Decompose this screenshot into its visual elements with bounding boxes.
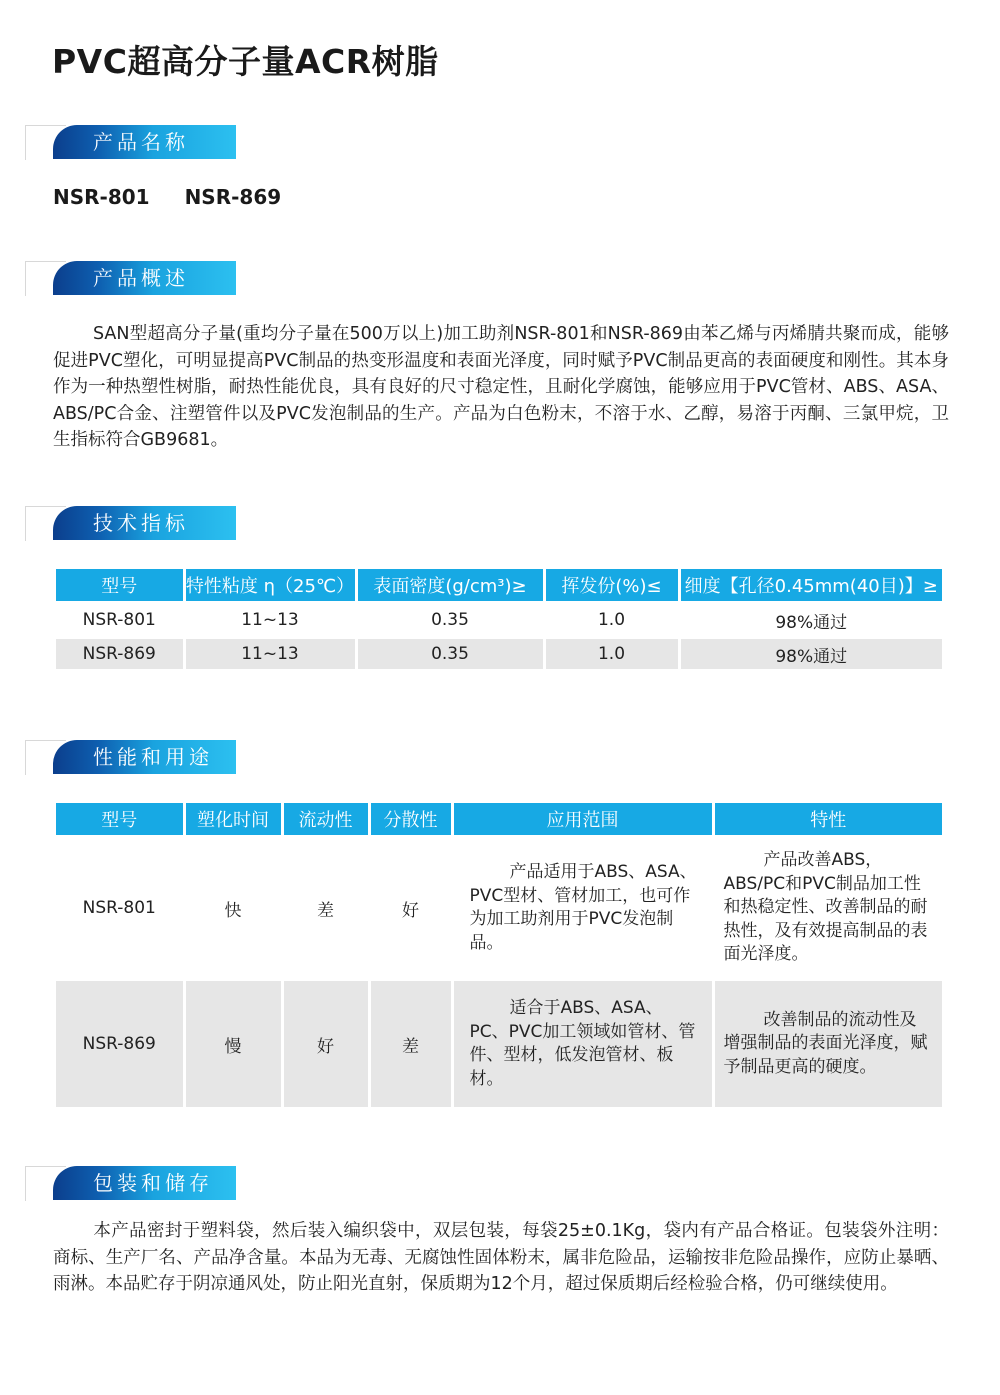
column-header: 型号	[56, 803, 184, 835]
table-cell: NSR-801	[56, 835, 184, 981]
table-header-row	[56, 569, 942, 601]
column-header: 挥发份(%)≤	[544, 569, 679, 601]
table-cell: 好	[282, 981, 369, 1107]
table-cell: NSR-801	[56, 601, 184, 639]
page-title: PVC超高分子量ACR树脂	[52, 42, 439, 81]
section-header-usage	[25, 740, 240, 782]
table-cell: 产品适用于ABS、ASA、PVC型材、管材加工，也可作为加工助剂用于PVC发泡制品。	[452, 835, 713, 981]
section-header-packaging	[25, 1166, 240, 1208]
usage-table	[56, 803, 942, 1107]
overview-paragraph: SAN型超高分子量(重均分子量在500万以上)加工助剂NSR-801和NSR-869由苯乙烯与丙烯腈共聚而成，能够促进PVC塑化，可明显提高PVC制品的热变形温度和表面光泽度，同时赋予PVC制品更高的表面硬度和刚性。其本身作为一种热塑性树脂，耐热性能优良，具有良好的尺寸稳定性，且耐化学腐蚀，能够应用于PVC管材、ABS、ASA、ABS/PC合金、注塑管件以及PVC发泡制品的生产。产品为白色粉末，不溶于水、乙醇，易溶于丙酮、三氯甲烷，卫生指标符合GB9681。	[53, 324, 949, 450]
table-cell: 好	[369, 835, 452, 981]
table-cell: 1.0	[544, 639, 679, 669]
table-cell: 0.35	[356, 639, 544, 669]
section-header-specs	[25, 506, 240, 548]
section-title: 性能和用途	[53, 740, 236, 774]
table-cell: NSR-869	[56, 981, 184, 1107]
column-header: 塑化时间	[184, 803, 282, 835]
section-title: 包装和储存	[53, 1166, 236, 1200]
table-cell: 产品改善ABS，ABS/PC和PVC制品加工性和热稳定性、改善制品的耐热性，及有效提高制品的表面光泽度。	[723, 850, 928, 965]
section-header-overview	[25, 261, 240, 303]
table-cell: 差	[282, 835, 369, 981]
product-names	[53, 185, 309, 209]
section-header-product-name	[25, 125, 240, 167]
column-header: 应用范围	[452, 803, 713, 835]
column-header: 表面密度(g/cm³)≥	[356, 569, 544, 601]
table-row	[56, 835, 942, 981]
table-row	[56, 639, 942, 669]
column-header: 型号	[56, 569, 184, 601]
table-cell: 98%通过	[775, 612, 848, 633]
table-cell: 适合于ABS、ASA、PC、PVC加工领域如管材、管件、型材，低发泡管材、板材。	[452, 981, 713, 1107]
spec-table	[56, 569, 942, 669]
section-title: 产品名称	[53, 125, 236, 159]
table-header-row	[56, 803, 942, 835]
table-row	[56, 981, 942, 1107]
table-cell: 11~13	[184, 601, 356, 639]
product-name: NSR-869	[184, 185, 282, 209]
column-header: 分散性	[369, 803, 452, 835]
table-cell: 改善制品的流动性及增强制品的表面光泽度，赋予制品更高的硬度。	[713, 981, 942, 1107]
column-header: 特性	[713, 803, 942, 835]
packaging-paragraph: 本产品密封于塑料袋，然后装入编织袋中，双层包装，每袋25±0.1Kg，袋内有产品合格证。包装袋外注明：商标、生产厂名、产品净含量。本品为无毒、无腐蚀性固体粉末，属非危险品，运输按非危险品操作，应防止暴晒、雨淋。本品贮存于阴凉通风处，防止阳光直射，保质期为12个月，超过保质期后经检验合格，仍可继续使用。	[53, 1221, 949, 1294]
column-header: 细度【孔径0.45mm(40目)】≥	[679, 569, 942, 601]
column-header: 流动性	[282, 803, 369, 835]
column-header: 特性粘度 η（25℃）	[184, 569, 356, 601]
section-title: 技术指标	[53, 506, 236, 540]
table-cell: 98%通过	[679, 639, 942, 669]
section-title: 产品概述	[53, 261, 236, 295]
table-cell: 1.0	[544, 601, 679, 639]
table-cell: 快	[184, 835, 282, 981]
table-row	[56, 601, 942, 639]
product-name: NSR-801	[53, 185, 150, 209]
table-cell: 慢	[184, 981, 282, 1107]
table-cell: NSR-869	[56, 639, 184, 669]
table-cell: 0.35	[356, 601, 544, 639]
table-cell: 11~13	[184, 639, 356, 669]
table-cell: 差	[369, 981, 452, 1107]
